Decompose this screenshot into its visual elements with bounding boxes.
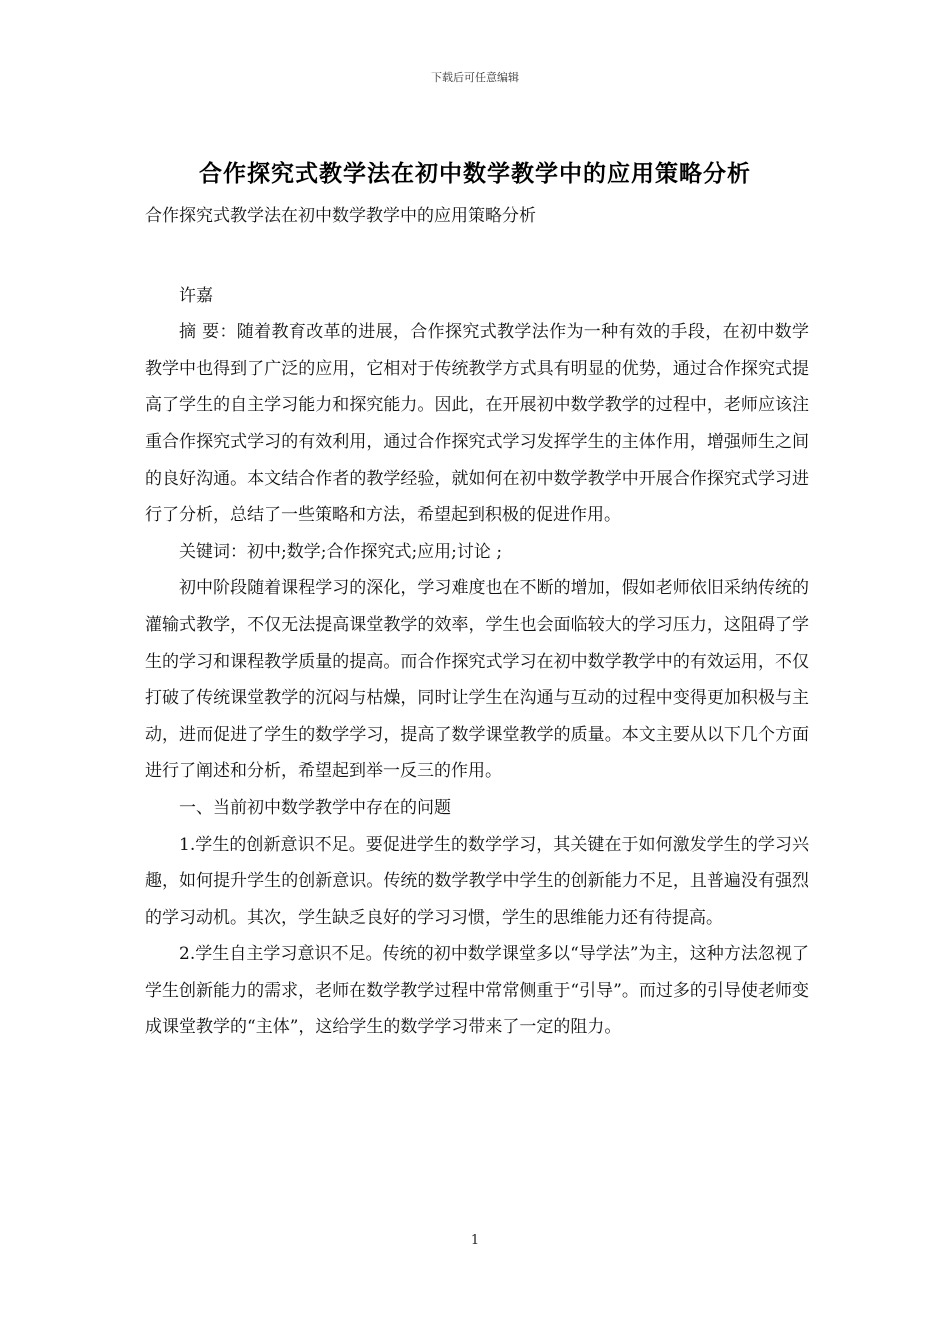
page-number: 1 <box>470 1233 480 1248</box>
author: 许嘉 <box>179 285 213 306</box>
header-note: 下载后可任意编辑 <box>431 71 519 84</box>
abstract-paragraph: 摘 要：随着教育改革的进展，合作探究式教学法作为一种有效的手段，在初中数学教学中也得到了广泛的应用，它相对于传统教学方式具有明显的优势，通过合作探究式提高了学生的自主学习能力和探究能力。因此，在开展初中数学教学的过程中，老师应该注重合作探究式学习的有效利用，通过合作探究式学习发挥学生的主体作用，增强师生之间的良好沟通。本文结合作者的教学经验，就如何在初中数学教学中开展合作探究式学习进行了分析，总结了一些策略和方法，希望起到积极的促进作用。 <box>145 322 809 526</box>
spacer <box>145 235 809 278</box>
point-2-paragraph: 2.学生自主学习意识不足。传统的初中数学课堂多以“导学法”为主，这种方法忽视了学生创新能力的需求，老师在数学教学过程中常常侧重于“引导”。而过多的引导使老师变成课堂教学的“主体”，这给学生的数学学习带来了一定的阻力。 <box>145 944 809 1038</box>
section-heading: 一、当前初中数学教学中存在的问题 <box>179 797 451 818</box>
keywords-line: 关键词：初中;数学;合作探究式;应用;讨论 ; <box>179 541 503 562</box>
point-1-paragraph: 1.学生的创新意识不足。要促进学生的数学学习，其关键在于如何激发学生的学习兴趣，如何提升学生的创新意识。传统的数学教学中学生的创新能力不足，且普遍没有强烈的学习动机。其次，学生缺乏良好的学习习惯，学生的思维能力还有待提高。 <box>145 834 809 928</box>
subtitle: 合作探究式教学法在初中数学教学中的应用策略分析 <box>145 206 536 226</box>
document-title: 合作探究式教学法在初中数学教学中的应用策略分析 <box>199 160 751 187</box>
intro-paragraph: 初中阶段随着课程学习的深化，学习难度也在不断的增加，假如老师依旧采纳传统的灌输式教学，不仅无法提高课堂教学的效率，学生也会面临较大的学习压力，这阻碍了学生的学习和课程教学质量的提高。而合作探究式学习在初中数学教学中的有效运用，不仅打破了传统课堂教学的沉闷与枯燥，同时让学生在沟通与互动的过程中变得更加积极与主动，进而促进了学生的数学学习，提高了数学课堂教学的质量。本文主要从以下几个方面进行了阐述和分析，希望起到举一反三的作用。 <box>145 578 809 782</box>
document-body <box>145 198 809 1046</box>
